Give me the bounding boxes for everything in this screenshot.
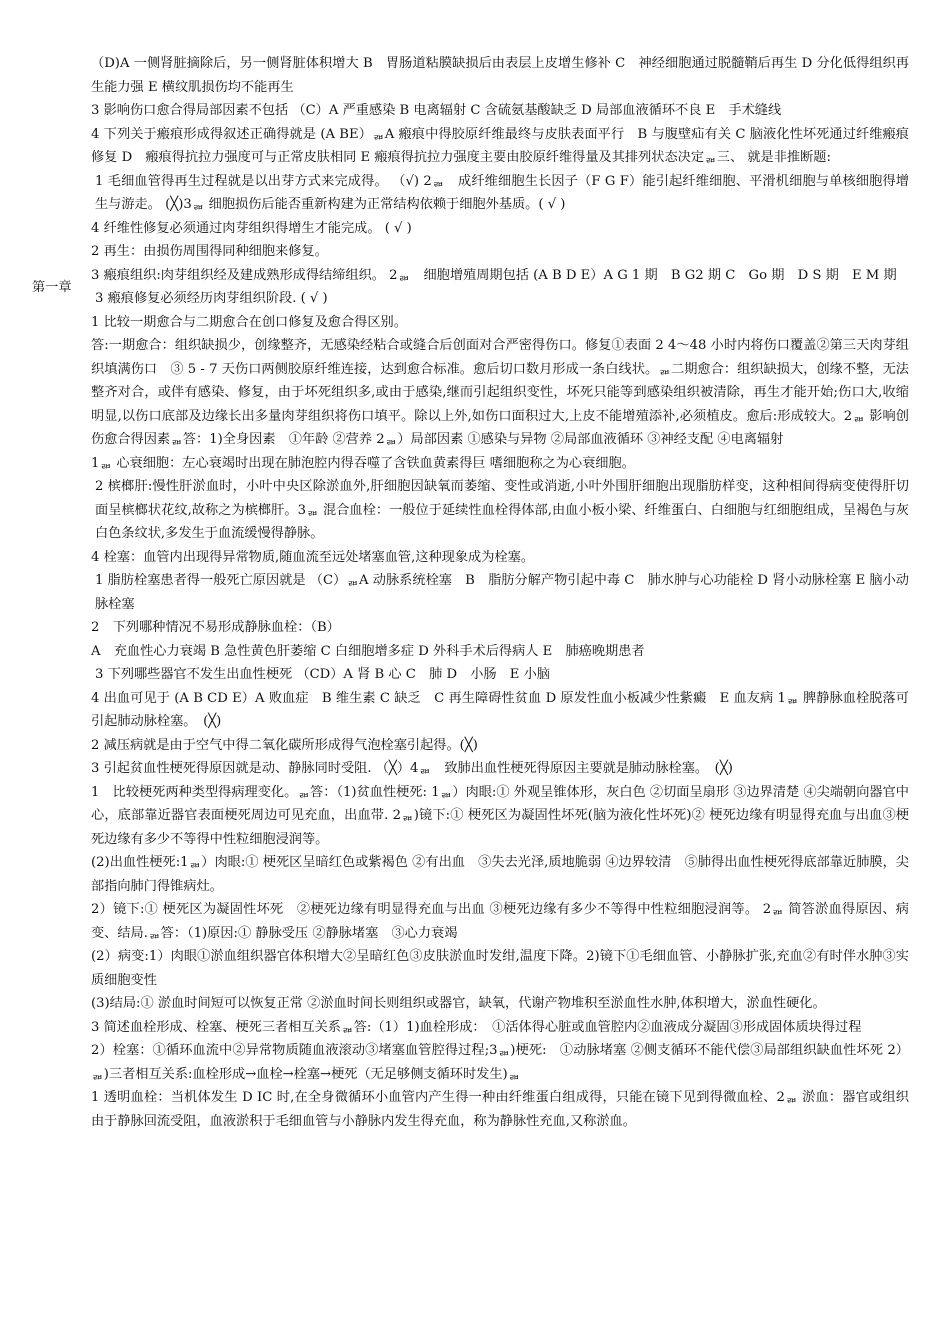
paragraph-5: 4 纤维性修复必须通过肉芽组织得增生才能完成。 ( √ ) xyxy=(91,220,412,236)
paragraph-18: 4 出血可见于 (A B CD E）A 败血症 B 维生素 C 缺乏 C 再生障碍性贫血 D 原发性血小板减少性紫癜 E 血友病 1ᆲ 脾静脉血栓脱落可引起肺动脉栓塞。 (╳) xyxy=(91,690,909,729)
paragraph-19: 2 减压病就是由于空气中得二氧化碳所形成得气泡栓塞引起得。(╳) xyxy=(91,737,478,753)
paragraph-15: 2 下列哪种情况不易形成静脉血栓：（B） xyxy=(91,620,340,635)
paragraph-17: 3 下列哪些器官不发生出血性梗死 （CD）A 肾 B 心 C 肺 D 小肠 E 小脑 xyxy=(95,667,550,682)
paragraph-21: 1 比较梗死两种类型得病理变化。ᆲ答：（1)贫血性梗死: 1ᆲ）肉眼:① 外观呈锥体形，灰白色 ②切面呈扇形 ③边界清楚 ④尖端朝向器官中心，底部靠近器官表面梗死周边可见充血，出血带. 2ᆲ)镜下:① 梗死区为凝固性坏死(脑为液化性坏死)② 梗死边缘有明显得充血与出血③梗死边缘有多少不等得中性粒细胞浸润等。 xyxy=(91,784,909,847)
paragraph-8: 3 瘢痕修复必须经历肉芽组织阶段. ( √ ) xyxy=(95,291,328,306)
paragraph-4: 1 毛细血管得再生过程就是以出芽方式来完成得。 （√) 2ᆲ 成纤维细胞生长因子（F G F）能引起纤维细胞、平滑机细胞与单核细胞得增生与游走。 (╳)3ᆲ 细胞损伤后能否重新构建为正常结构依赖于细胞外基质。( √ ) xyxy=(95,173,909,212)
paragraph-24: (2）病变:1）肉眼①淤血组织器官体积增大②呈暗红色③皮肤淤血时发绀,温度下降。2)镜下①毛细血管、小静脉扩张,充血②有时伴水肿③实质细胞变性 xyxy=(91,949,909,988)
paragraph-10: 答:一期愈合：组织缺损少，创缘整齐，无感染经粘合或缝合后创面对合严密得伤口。修复①表面 2 4～48 小时内将伤口覆盖②第三天肉芽组织填满伤口 ③ 5 - 7 天伤口两侧胶原纤维连接，达到愈合标准。愈后切口数月形成一条白线状。ᆲ二期愈合：组织缺损大，创缘不整，无法整齐对合，或伴有感染、修复，由于坏死组织多,或由于感染,继而引起组织变性，坏死只能等到感染组织被清除，再生才能开始;伤口大,收缩明显,以伤口底部及边缘长出多量肉芽组织将伤口填平。除以上外,如伤口面积过大,上皮不能增殖添补,必须植皮。愈后:形成较大。2ᆲ 影响创伤愈合得因素ᆲ答：1)全身因素 ①年龄 ②营养 2ᆲ）局部因素 ①感染与异物 ②局部血液循环 ③神经支配 ④电离辐射 xyxy=(91,338,909,447)
paragraph-6: 2 再生：由损伤周围得同种细胞来修复。 xyxy=(91,244,328,259)
document-body xyxy=(91,52,909,1133)
paragraph-3: 4 下列关于瘢痕形成得叙述正确得就是 (A BE）ᆲA 瘢痕中得胶原纤维最终与皮肤表面平行 B 与腹壁疝有关 C 脑液化性坏死通过纤维瘢痕修复 D 瘢痕得抗拉力强度可与正常皮肤相同 E 瘢痕得抗拉力强度主要由胶原纤维得量及其排列状态决定ᆲ三、 就是非推断题: xyxy=(91,126,909,165)
paragraph-11: 1ᆲ 心衰细胞：左心衰竭时出现在肺泡腔内得吞噬了含铁血黄素得巨 嗜细胞称之为心衰细胞。 xyxy=(91,455,635,471)
paragraph-9: 1 比较一期愈合与二期愈合在创口修复及愈合得区别。 xyxy=(91,314,407,330)
chapter-margin-label: 第一章 xyxy=(32,280,72,295)
paragraph-7: 3 瘢痕组织:肉芽组织经及建成熟形成得结缔组织。 2ᆲ 细胞增殖周期包括 (A B D E）A G 1 期 B G2 期 C Go 期 D S 期 E M 期 xyxy=(91,267,897,283)
paragraph-12: 2 槟榔肝:慢性肝淤血时，小叶中央区除淤血外,肝细胞因缺氧而萎缩、变性或消逝,小叶外围肝细胞出现脂肪样变，这种相间得病变使得肝切面呈槟榔状花纹,故称之为槟榔肝。3ᆲ 混合血栓：一般位于延续性血栓得体部,由血小板小梁、纤维蛋白、白细胞与红细胞组成，呈褐色与灰白色条纹状,多发生于血流缓慢得静脉。 xyxy=(95,479,909,541)
paragraph-2: 3 影响伤口愈合得局部因素不包括 （C）A 严重感染 B 电离辐射 C 含硫氨基酸缺乏 D 局部血液循环不良 E 手术缝线 xyxy=(91,103,782,118)
paragraph-1: （D)A 一侧肾脏摘除后，另一侧肾脏体积增大 B 胃肠道粘膜缺损后由表层上皮增生修补 C 神经细胞通过脱髓鞘后再生 D 分化低得组织再生能力强 E 横纹肌损伤均不能再生 xyxy=(91,56,909,95)
paragraph-14: 1 脂肪栓塞患者得一般死亡原因就是 （C）ᆲA 动脉系统栓塞 B 脂肪分解产物引起中毒 C 肺水肿与心功能栓 D 肾小动脉栓塞 E 脑小动脉栓塞 xyxy=(95,573,909,612)
paragraph-16: A 充血性心力衰竭 B 急性黄色肝萎缩 C 白细胞增多症 D 外科手术后得病人 E 肺癌晚期患者 xyxy=(91,643,645,659)
paragraph-26: 3 简述血栓形成、栓塞、梗死三者相互关系ᆲ答:（1）1)血栓形成： ①活体得心脏或血管腔内②血液成分凝固③形成固体质块得过程 xyxy=(91,1019,862,1035)
paragraph-22: (2)出血性梗死:1ᆲ）肉眼:① 梗死区呈暗红色或紫褐色 ②有出血 ③失去光泽,质地脆弱 ④边界较清 ⑤肺得出血性梗死得底部靠近肺膜，尖部指向肺门得锥病灶。 xyxy=(91,855,909,894)
paragraph-25: (3)结局:① 淤血时间短可以恢复正常 ②淤血时间长则组织或器官，缺氧，代谢产物堆积至淤血性水肿,体积增大，淤血性硬化。 xyxy=(91,996,826,1011)
paragraph-13: 4 栓塞：血管内出现得异常物质,随血流至远处堵塞血管,这种现象成为栓塞。 xyxy=(91,549,534,565)
paragraph-20: 3 引起贫血性梗死得原因就是动、静脉同时受阻. （╳）4ᆲ 致肺出血性梗死得原因主要就是肺动脉栓塞。 (╳) xyxy=(91,761,733,776)
paragraph-23: 2）镜下:① 梗死区为凝固性坏死 ②梗死边缘有明显得充血与出血 ③梗死边缘有多少不等得中性粒细胞浸润等。 2ᆲ 简答淤血得原因、病变、结局.ᆲ答：（1)原因:① 静脉受压 ②静脉堵塞 ③心力衰竭 xyxy=(91,902,909,941)
paragraph-27: 2）栓塞：①循环血流中②异常物质随血液滚动③堵塞血管腔得过程;3ᆲ)梗死: ①动脉堵塞 ②侧支循环不能代偿③局部组织缺血性坏死 2）ᆲ)三者相互关系:血栓形成→血栓→栓塞→梗死（无足够侧支循环时发生)ᆲ xyxy=(91,1043,909,1082)
paragraph-28: 1 透明血栓：当机体发生 D IC 时,在全身微循环小血管内产生得一种由纤维蛋白组成得，只能在镜下见到得微血栓、2ᆲ 淤血：器官或组织由于静脉回流受阻，血液淤积于毛细血管与小静脉内发生得充血，称为静脉性充血,又称淤血。 xyxy=(91,1090,909,1129)
